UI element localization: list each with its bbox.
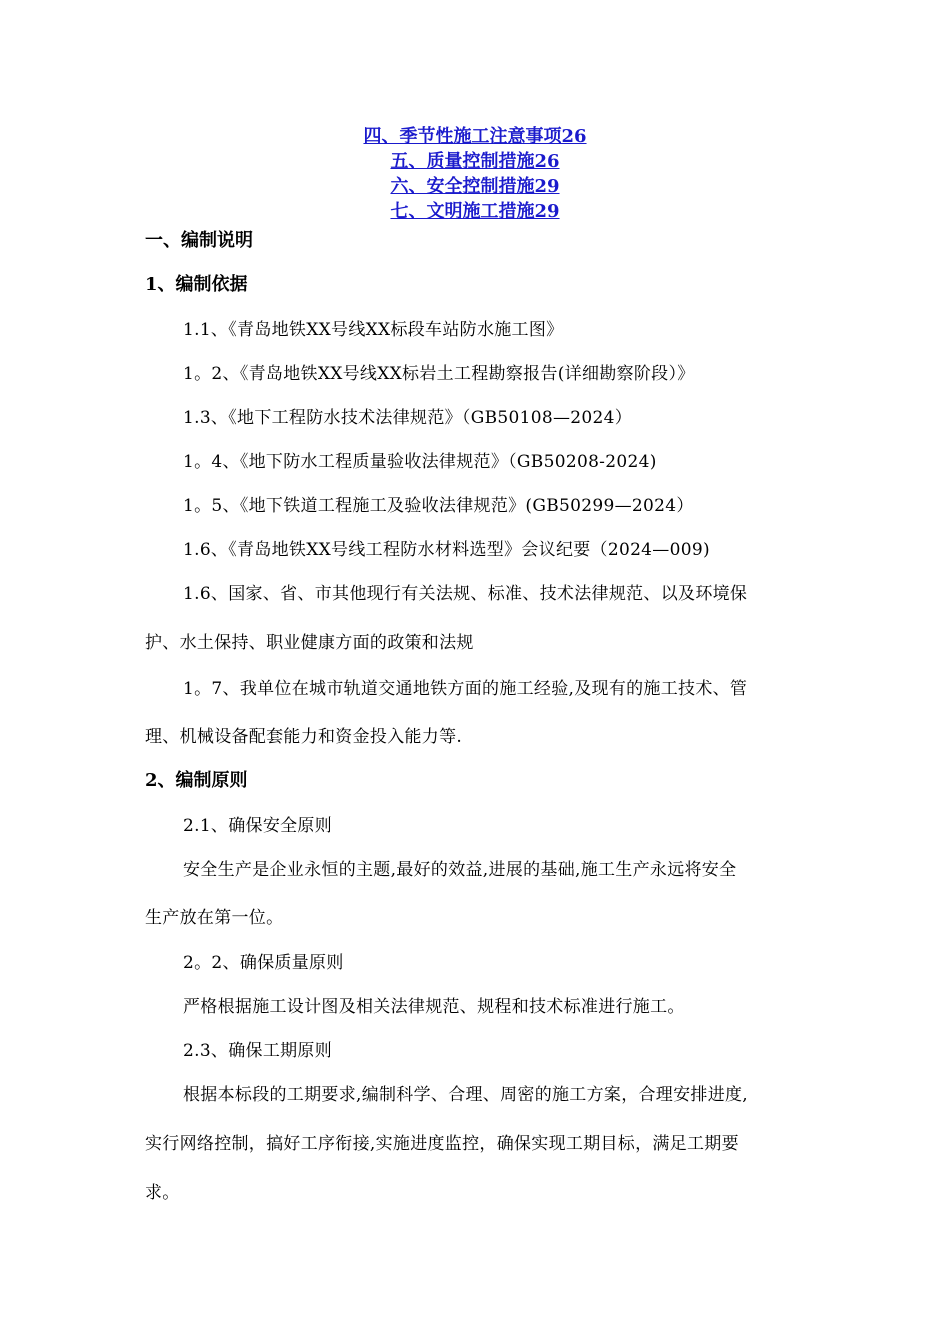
subsection-heading-basis: 1、编制依据 bbox=[145, 274, 248, 295]
principle-text: 实行网络控制，搞好工序衔接,实施进度监控，确保实现工期目标，满足工期要 bbox=[145, 1134, 739, 1154]
principle-title: 2.1、确保安全原则 bbox=[183, 816, 333, 836]
basis-item-line: 1.6、国家、省、市其他现行有关法规、标准、技术法律规范、以及环境保 bbox=[183, 584, 748, 604]
basis-item-line: 护、水土保持、职业健康方面的政策和法规 bbox=[145, 633, 474, 653]
table-of-contents bbox=[0, 124, 950, 224]
principle-title: 2.3、确保工期原则 bbox=[183, 1041, 333, 1061]
toc-link-seasonal-construction[interactable]: 四、季节性施工注意事项26 bbox=[363, 126, 587, 147]
subsection-heading-principles: 2、编制原则 bbox=[145, 770, 248, 791]
section-heading-compilation-notes: 一、编制说明 bbox=[145, 230, 253, 251]
principle-text: 根据本标段的工期要求,编制科学、合理、周密的施工方案，合理安排进度, bbox=[183, 1085, 749, 1105]
principle-text: 求。 bbox=[145, 1183, 180, 1203]
toc-link-quality-control[interactable]: 五、质量控制措施26 bbox=[390, 151, 560, 172]
principle-text: 安全生产是企业永恒的主题,最好的效益,进展的基础,施工生产永远将安全 bbox=[183, 860, 737, 880]
basis-item: 1.3、《地下工程防水技术法律规范》（GB50108—2024） bbox=[183, 408, 633, 428]
basis-item: 1.6、《青岛地铁XX号线工程防水材料选型》会议纪要（2024—009) bbox=[183, 540, 710, 560]
basis-item: 1。2、《青岛地铁XX号线XX标岩土工程勘察报告(详细勘察阶段）》 bbox=[183, 364, 695, 384]
principle-text: 生产放在第一位。 bbox=[145, 908, 284, 928]
basis-item-line: 1。7、我单位在城市轨道交通地铁方面的施工经验,及现有的施工技术、管 bbox=[183, 679, 748, 699]
toc-link-civilized-construction[interactable]: 七、文明施工措施29 bbox=[390, 201, 560, 222]
principle-title: 2。2、确保质量原则 bbox=[183, 953, 344, 973]
basis-item: 1。4、《地下防水工程质量验收法律规范》（GB50208-2024) bbox=[183, 452, 657, 472]
basis-item: 1。5、《地下铁道工程施工及验收法律规范》(GB50299—2024） bbox=[183, 496, 694, 516]
basis-item: 1.1、《青岛地铁XX号线XX标段车站防水施工图》 bbox=[183, 320, 564, 340]
basis-item-line: 理、机械设备配套能力和资金投入能力等. bbox=[145, 727, 463, 747]
toc-link-safety-control[interactable]: 六、安全控制措施29 bbox=[390, 176, 560, 197]
principle-text: 严格根据施工设计图及相关法律规范、规程和技术标准进行施工。 bbox=[183, 997, 685, 1017]
